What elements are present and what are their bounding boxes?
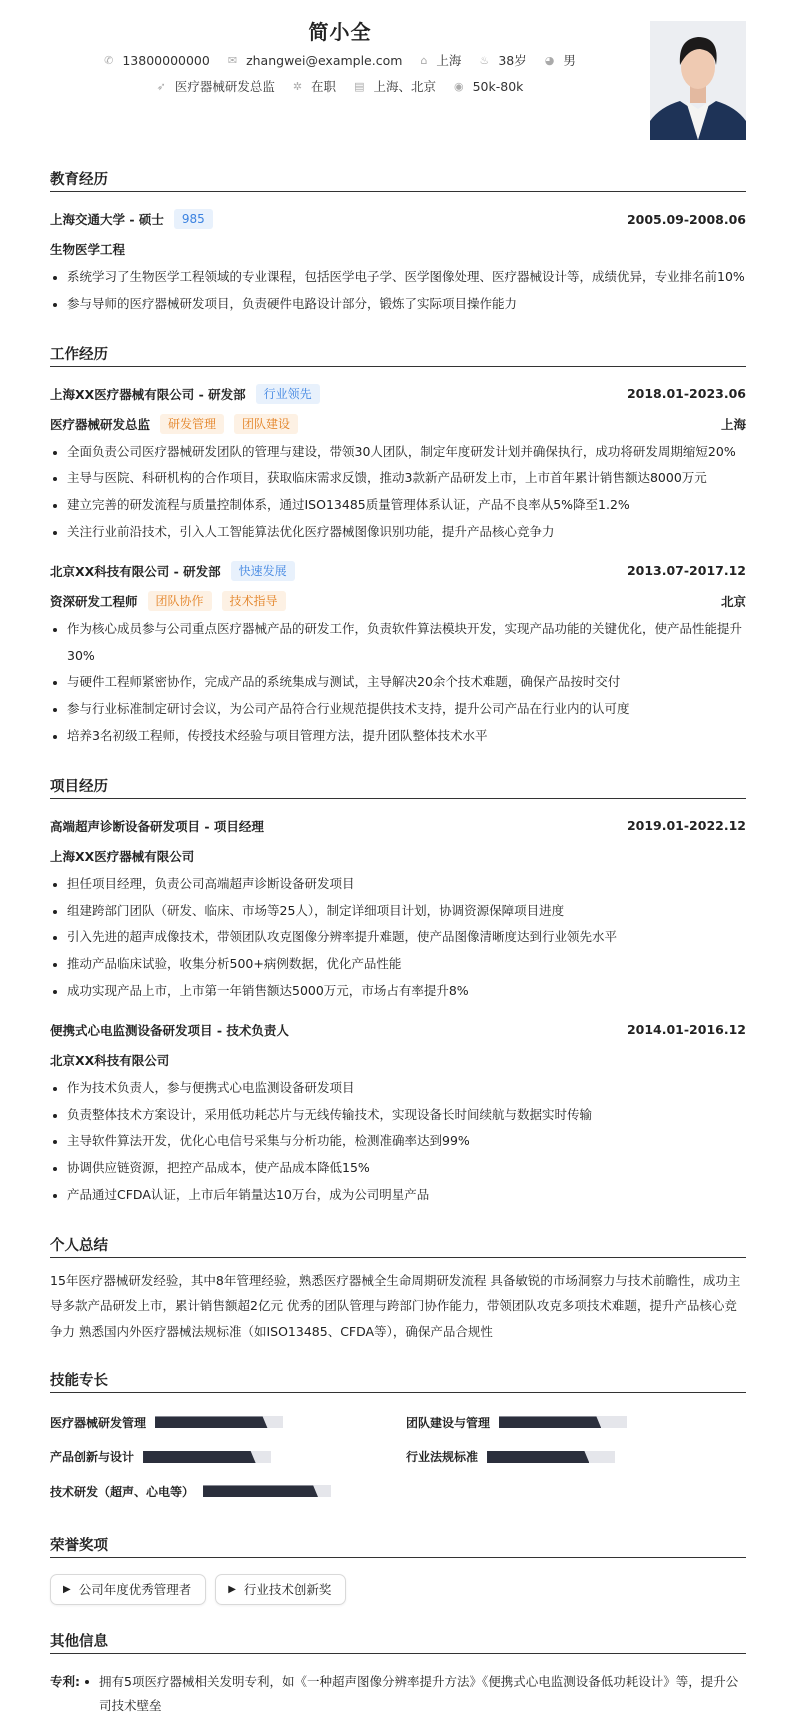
list-item: 成功实现产品上市，上市第一年销售额达5000万元，市场占有率提升8% bbox=[50, 978, 746, 1005]
role-tag: 团队协作 bbox=[148, 591, 212, 611]
play-triangle-icon: ▶ bbox=[63, 1583, 71, 1595]
skill-item bbox=[50, 1474, 406, 1509]
skill-bar bbox=[203, 1485, 331, 1497]
education-heading: 教育经历 bbox=[50, 169, 746, 192]
skill-bar-fill bbox=[155, 1416, 268, 1428]
honors-heading: 荣誉奖项 bbox=[50, 1535, 746, 1558]
job-company-wrap bbox=[50, 384, 320, 404]
status-icon: ✲ bbox=[292, 79, 303, 93]
company-name: 北京XX科技有限公司 - 研发部 bbox=[50, 563, 221, 579]
skill-bar-fill bbox=[487, 1451, 589, 1463]
role-wrap bbox=[50, 414, 298, 434]
education-row bbox=[50, 204, 746, 234]
project-bullets bbox=[50, 871, 746, 1005]
list-item: 与硬件工程师紧密协作，完成产品的系统集成与测试，主导解决20余个技术难题，确保产品按时交付 bbox=[50, 669, 746, 696]
major: 生物医学工程 bbox=[50, 242, 126, 257]
contact-text: 男 bbox=[563, 53, 576, 68]
patent-label: 专利: bbox=[50, 1673, 80, 1689]
phone-icon: ✆ bbox=[104, 53, 114, 67]
summary-heading: 个人总结 bbox=[50, 1235, 746, 1258]
list-item: 产品通过CFDA认证，上市后年销量达10万台，成为公司明星产品 bbox=[50, 1182, 746, 1209]
projects-heading: 项目经历 bbox=[50, 776, 746, 799]
cake-icon: ♨ bbox=[479, 53, 490, 67]
skill-bar bbox=[143, 1451, 271, 1463]
skill-bar bbox=[499, 1416, 627, 1428]
company-name: 上海XX医疗器械有限公司 - 研发部 bbox=[50, 386, 246, 402]
send-icon: ➶ bbox=[156, 79, 166, 93]
contact-item bbox=[157, 77, 275, 95]
company-tag: 快速发展 bbox=[231, 561, 295, 581]
list-item: 作为核心成员参与公司重点医疗器械产品的研发工作，负责软件算法模块开发，实现产品功能的关键优化，使产品性能提升30% bbox=[50, 616, 746, 670]
role-row bbox=[50, 586, 746, 616]
work-heading: 工作经历 bbox=[50, 344, 746, 367]
contact-item bbox=[293, 77, 336, 95]
honor-badge[interactable] bbox=[50, 1574, 206, 1605]
project-list bbox=[50, 811, 746, 1209]
role-tag: 研发管理 bbox=[160, 414, 224, 434]
contact-item bbox=[545, 51, 576, 69]
contact-text: 13800000000 bbox=[122, 52, 210, 68]
list-item: 主导软件算法开发，优化心电信号采集与分析功能，检测准确率达到99% bbox=[50, 1128, 746, 1155]
honor-badge[interactable] bbox=[215, 1574, 346, 1605]
contact-text: 医疗器械研发总监 bbox=[174, 79, 275, 94]
school-name: 上海交通大学 - 硕士 bbox=[50, 212, 164, 227]
role-wrap bbox=[50, 591, 286, 611]
work-list bbox=[50, 379, 746, 750]
skill-bar-fill bbox=[203, 1485, 318, 1497]
list-item: 拥有5项医疗器械相关发明专利，如《一种超声图像分辨率提升方法》《便携式心电监测设备低功耗设计》等，提升公司技术壁垒 bbox=[82, 1670, 746, 1718]
contact-text: 50k-80k bbox=[472, 78, 524, 94]
home-icon: ⌂ bbox=[420, 53, 428, 67]
list-item: 参与行业标准制定研讨会议，为公司产品符合行业规范提供技术支持，提升公司产品在行业内的认可度 bbox=[50, 696, 746, 723]
list-item: 协调供应链资源，把控产品成本，使产品成本降低15% bbox=[50, 1155, 746, 1182]
other-heading: 其他信息 bbox=[50, 1631, 746, 1654]
contact-item bbox=[354, 77, 436, 95]
summary-text: 15年医疗器械研发经验，其中8年管理经验，熟悉医疗器械全生命周期研发流程 具备敏锐的市场洞察力与技术前瞻性，成功主导多款产品研发上市，累计销售额超2亿元 优秀的团队管理与跨部门协作能力，带领团队攻克多项技术难题，提升产品核心竞争力 熟悉国内外医疗器械法规标准（如ISO13485、CFDA等），确保产品合规性 bbox=[50, 1272, 741, 1339]
project-header bbox=[50, 1015, 746, 1045]
job-bullets bbox=[50, 439, 746, 546]
project-company-row bbox=[50, 841, 746, 871]
candidate-name: 简小全 bbox=[308, 20, 372, 44]
list-item: 主导与医院、科研机构的合作项目，获取临床需求反馈，推动3款新产品研发上市，上市首年累计销售额达8000万元 bbox=[50, 465, 746, 492]
honor-label: 行业技术创新奖 bbox=[243, 1582, 332, 1598]
salary-icon: ◉ bbox=[453, 79, 464, 93]
skills-heading: 技能专长 bbox=[50, 1370, 746, 1393]
contact-text: 在职 bbox=[311, 79, 337, 94]
list-item: 参与导师的医疗器械研发项目，负责硬件电路设计部分，锻炼了实际项目操作能力 bbox=[50, 291, 746, 318]
job-company-wrap bbox=[50, 561, 295, 581]
project-company: 上海XX医疗器械有限公司 bbox=[50, 848, 195, 864]
list-item: 培养3名初级工程师，传授技术经验与项目管理方法，提升团队整体技术水平 bbox=[50, 723, 746, 750]
job-city: 上海 bbox=[720, 416, 746, 432]
project-header bbox=[50, 811, 746, 841]
list-item: 建立完善的研发流程与质量控制体系，通过ISO13485质量管理体系认证，产品不良率从5%降至1.2% bbox=[50, 492, 746, 519]
project-name: 高端超声诊断设备研发项目 - 项目经理 bbox=[50, 818, 264, 834]
contact-text: 38岁 bbox=[498, 53, 527, 68]
resume bbox=[50, 0, 746, 1718]
major-row bbox=[50, 234, 746, 264]
project-company: 北京XX科技有限公司 bbox=[50, 1052, 170, 1068]
contact-text: 上海 bbox=[436, 53, 462, 68]
skill-bar-fill bbox=[143, 1451, 256, 1463]
company-tag: 行业领先 bbox=[256, 384, 320, 404]
contact-item bbox=[479, 51, 526, 69]
gender-icon: ◕ bbox=[544, 53, 555, 67]
skill-name: 产品创新与设计 bbox=[50, 1450, 135, 1465]
job-header bbox=[50, 379, 746, 409]
list-item: 组建跨部门团队（研发、临床、市场等25人），制定详细项目计划，协调资源保障项目进度 bbox=[50, 898, 746, 925]
education-bullets bbox=[50, 264, 746, 318]
skill-item bbox=[50, 1440, 406, 1475]
job-city: 北京 bbox=[720, 593, 746, 609]
skill-bar-fill bbox=[499, 1416, 601, 1428]
list-item: 担任项目经理，负责公司高端超声诊断设备研发项目 bbox=[50, 871, 746, 898]
skill-item bbox=[406, 1405, 746, 1440]
contact-item bbox=[420, 51, 461, 69]
job-date: 2018.01-2023.06 bbox=[626, 386, 746, 402]
honors-list bbox=[50, 1574, 746, 1605]
contact-item bbox=[228, 53, 403, 68]
job-bullets bbox=[50, 616, 746, 750]
play-triangle-icon: ▶ bbox=[228, 1583, 236, 1595]
other-info bbox=[50, 1670, 746, 1718]
list-item: 推动产品临床试验，收集分析500+病例数据，优化产品性能 bbox=[50, 951, 746, 978]
job-role: 医疗器械研发总监 bbox=[50, 416, 151, 432]
list-item: 关注行业前沿技术，引入人工智能算法优化医疗器械图像识别功能，提升产品核心竞争力 bbox=[50, 519, 746, 546]
list-item: 全面负责公司医疗器械研发团队的管理与建设，带领30人团队，制定年度研发计划并确保执行，成功将研发周期缩短20% bbox=[50, 439, 746, 466]
skill-item bbox=[406, 1440, 746, 1475]
skill-name: 团队建设与管理 bbox=[406, 1415, 491, 1430]
role-row bbox=[50, 409, 746, 439]
job-role: 资深研发工程师 bbox=[50, 593, 138, 609]
honor-label: 公司年度优秀管理者 bbox=[78, 1582, 192, 1598]
contact-item bbox=[104, 53, 210, 68]
role-tag: 技术指导 bbox=[222, 591, 286, 611]
mail-icon: ✉ bbox=[227, 53, 238, 67]
contact-text: 上海、北京 bbox=[373, 79, 436, 94]
skill-bar bbox=[155, 1416, 283, 1428]
skills-grid bbox=[50, 1405, 746, 1509]
project-date: 2019.01-2022.12 bbox=[626, 818, 746, 834]
list-item: 负责整体技术方案设计，采用低功耗芯片与无线传输技术，实现设备长时间续航与数据实时传输 bbox=[50, 1102, 746, 1129]
project-date: 2014.01-2016.12 bbox=[626, 1022, 746, 1038]
contact-row bbox=[50, 47, 630, 73]
role-tag: 团队建设 bbox=[234, 414, 298, 434]
contact-text: zhangwei@example.com bbox=[246, 52, 403, 68]
list-item: 作为技术负责人，参与便携式心电监测设备研发项目 bbox=[50, 1075, 746, 1102]
school-tag: 985 bbox=[174, 209, 213, 229]
job-header bbox=[50, 556, 746, 586]
skill-item bbox=[50, 1405, 406, 1440]
project-bullets bbox=[50, 1075, 746, 1209]
project-company-row bbox=[50, 1045, 746, 1075]
profile-photo bbox=[650, 21, 746, 140]
education-date: 2005.09-2008.06 bbox=[626, 211, 746, 227]
skill-name: 行业法规标准 bbox=[406, 1450, 479, 1465]
skill-bar bbox=[487, 1451, 615, 1463]
job-intent-row bbox=[50, 73, 630, 99]
list-item: 引入先进的超声成像技术，带领团队攻克图像分辨率提升难题，使产品图像清晰度达到行业领先水平 bbox=[50, 924, 746, 951]
list-item: 系统学习了生物医学工程领域的专业课程，包括医学电子学、医学图像处理、医疗器械设计等，成绩优异，专业排名前10% bbox=[50, 264, 746, 291]
project-name: 便携式心电监测设备研发项目 - 技术负责人 bbox=[50, 1022, 289, 1038]
job-date: 2013.07-2017.12 bbox=[626, 563, 746, 579]
building-icon: ▤ bbox=[354, 79, 365, 93]
contact-item bbox=[454, 79, 523, 94]
resume-header bbox=[50, 0, 746, 150]
skill-name: 医疗器械研发管理 bbox=[50, 1415, 147, 1430]
skill-name: 技术研发（超声、心电等） bbox=[50, 1484, 195, 1499]
